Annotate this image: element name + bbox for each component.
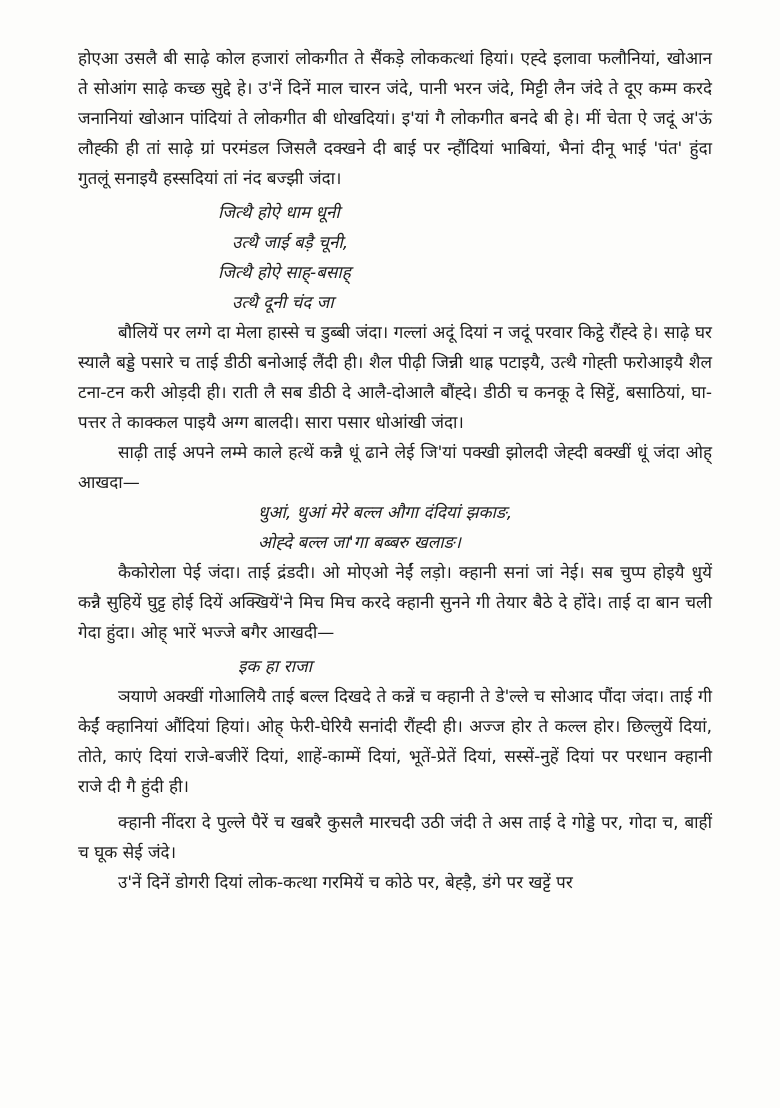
paragraph-2: बौलियें पर लग्गे दा मेला हास्से च डुब्बी जंदा। गल्लां अदूं दियां न जदूं परवार किट्ठे रौंह्दे हे। साढ़े घर स्यालै बड्डे पसारे च ताई डीठी बनोआई लैंदी ही। शैल पीढ़ी जिन्नी थाह्र पटाइयै, उत्थै गोह्ती फरोआइयै शैल टना-टन करी ओड़दी ही। राती लै सब डीठी दे आलै-दोआलै बौंह्दे। डीठी च कनकू दे सिट्टें, बसाठियां, घा-पत्तर ते काक्कल पाइयै अग्ग बालदी। सारा पसार धोआंखी जंदा। (78, 323, 712, 433)
verse-2-line-1: धुआं, धुआं मेरे बल्ल औगा दंदियां झकाङ, (258, 503, 513, 523)
paragraph-3: साढ़ी ताई अपने लम्मे काले हत्थें कन्नै धूं ढाने लेई जि'यां पक्खी झोलदी जेह्दी बक्खीं धूं जंदा ओह् आखदा— (78, 443, 712, 493)
paragraph-6: क्हानी नींदरा दे पुल्ले पैरें च खबरै कुसलै मारचदी उठी जंदी ते अस ताई दे गोड्डे पर, गोदा च, बाहीं च घूक सेई जंदे। (78, 813, 712, 863)
paragraph-7: उ'नें दिनें डोगरी दियां लोक-कत्था गरमियें च कोठे पर, बेह्ड़ै, डंगे पर खट्टें पर (118, 873, 573, 893)
verse-1-line-2: उत्थै जाई बड़ै चूनी, (232, 233, 349, 253)
verse-2-line-2: ओह्दे बल्ल जा'गा बब्बरु खलाङ। (258, 533, 461, 553)
paragraph-1: होएआ उसलै बी साढ़े कोल हजारां लोकगीत ते सैंकड़े लोककत्थां हियां। एह्दे इलावा फलौनियां, खोआन ते सोआंग साढ़े कच्छ सुद्दे हे। उ'नें दिनें माल चारन जंदे, पानी भरन जंदे, मिट्टी लैन जंदे ते दूए कम्म करदे जनानियां खोआन पांदियां ते लोकगीत बी धोखदियां। इ'यां गै लोकगीत बनदे बी हे। मीं चेता ऐ जदूं अ'ऊं लौह्की ही तां साढ़े ग्रां परमंडल जिसलै दक्खने दी बाई पर न्हौंदियां भाबियां, भैनां दीनू भाई 'पंत' हुंदा गुतलूं सनाइयै हस्सदियां तां नंद बज्झी जंदा। (78, 49, 712, 189)
verse-1-line-3: जित्थै होऐ साह्-बसाह् (218, 263, 351, 283)
paragraph-5: ञयाणे अक्खीं गोआलियै ताई बल्ल दिखदे ते कन्नें च क्हानी ते डे'ल्ले च सोआद पौंदा जंदा। ताई गी केईं क्हानियां औंदियां हियां। ओह् फेरी-घेरियै सनांदी रौंह्दी ही। अज्ज होर ते कल्ल होर। छिल्लुयें दियां, तोते, काएं दियां राजे-बजीरें दियां, शाहें-काम्में दियां, भूतें-प्रेतें दियां, सस्सें-नुहें दियां पर परधान क्हानी राजे दी गै हुंदी ही। (78, 687, 712, 797)
verse-1-line-1: जित्थै होऐ धाम धूनी (218, 203, 340, 223)
body-text (78, 44, 712, 898)
paragraph-4: कैकोरोला पेई जंदा। ताई द्रंडदी। ओ मोएओ नेईं लड़ो। क्हानी सनां जां नेई। सब चुप्प होइयै धुयें कन्नै सुहियें घुट्ट होई दियें अक्खियें'ने मिच मिच करदे क्हानी सुनने गी तेयार बैठे दे होंदे। ताई दा बान चली गेदा हुंदा। ओह् भारें भज्जे बगैर आखदी— (78, 563, 712, 643)
verse-3-line-1: इक हा राजा (238, 657, 313, 677)
verse-1-line-4: उत्थै दूनी चंद जा (232, 293, 334, 313)
